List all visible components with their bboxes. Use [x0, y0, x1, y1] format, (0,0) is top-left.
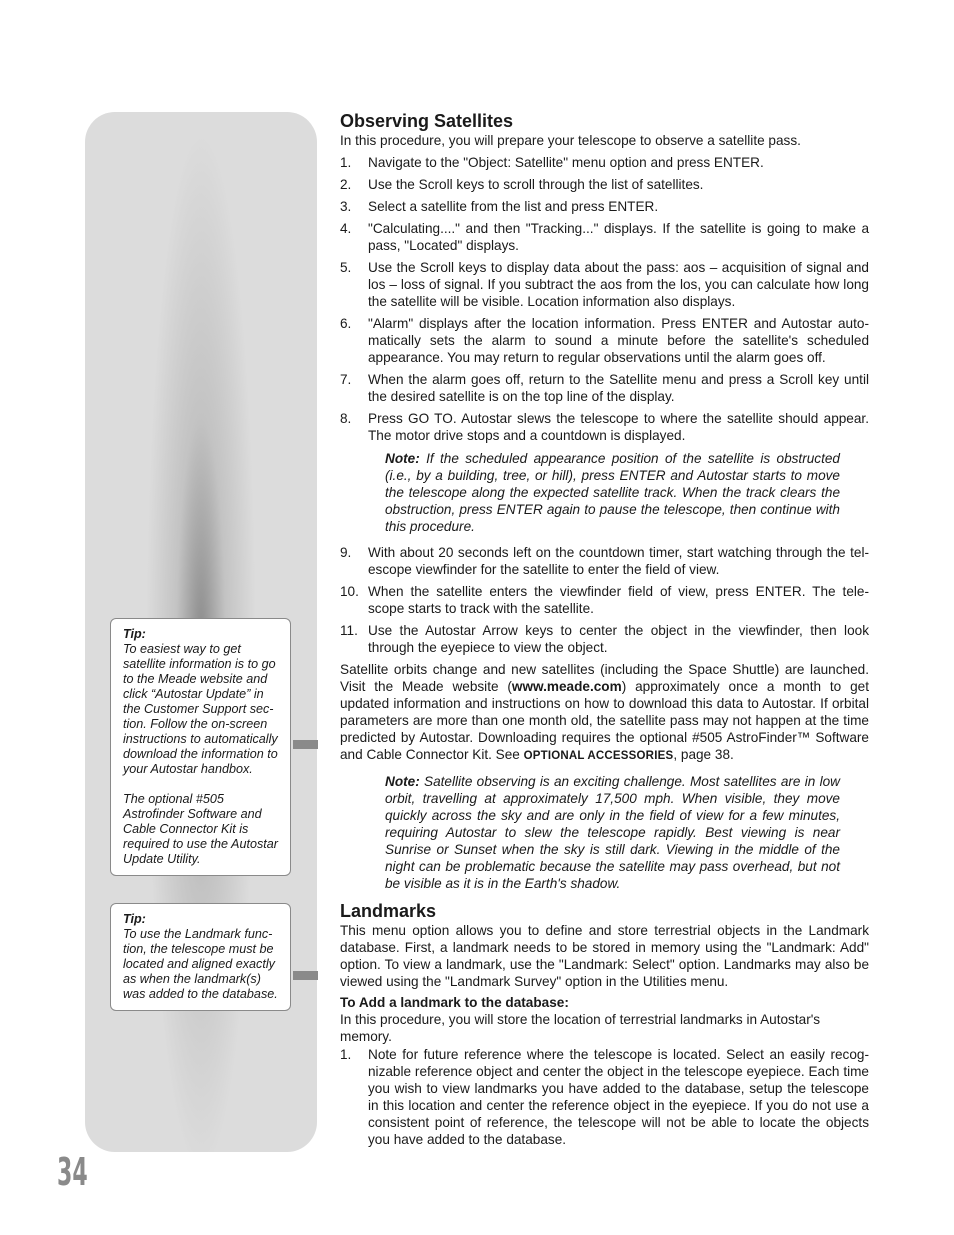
list-item: 3. Select a satellite from the list and press ENTER.: [340, 199, 659, 214]
tip-tab-marker: [293, 971, 318, 980]
tip-text: The optional #505 Astrofinder Software and Cable Connector Kit is required to use the Autostar Update Utility.: [123, 792, 278, 866]
optional-accessories-ref: OPTIONAL ACCESSORIES: [523, 750, 674, 762]
satellite-orbits-paragraph: Satellite orbits change and new satellites (including the Space Shuttle) are launched. Visit the Meade website (www.meade.com) approximately once a month to get updated information and instructions on how to download this data to Autostar. If orbital parameters are more than one month old, the satellite pass may not happen at the time predicted by Autostar. Downloading requires the optional #505 AstroFinder™ Software and Cable Connector Kit. See OPTIONAL ACCESSORIES, page 38.: [340, 662, 869, 762]
satellite-steps-continued: [340, 544, 869, 656]
list-item: 9. With about 20 seconds left on the countdown timer, start watching through the tel- escope viewfinder for the satellite to enter the field of view.: [340, 545, 869, 577]
section-heading-landmarks: Landmarks: [340, 901, 437, 921]
list-item: 1. Note for future reference where the telescope is located. Select an easily recog- nizable reference object and center the object in the telescope eyepiece. Each time you wish to view landmarks you have added to the database, setup the telescope in this location and center the reference object in the eyepiece. If you do not use a consistent point of reference, the telescope will not be able to locate the objects you have added to the database.: [340, 1047, 869, 1147]
satellites-intro: In this procedure, you will prepare your telescope to observe a satellite pass.: [340, 133, 801, 148]
tip-box-satellite: [110, 618, 291, 876]
satellite-steps: [340, 154, 869, 444]
list-item: 6. "Alarm" displays after the location information. Press ENTER and Autostar auto- matically sets the alarm to sound a minute before the satellite's scheduled appearance. You may return to regular observations until the alarm goes off.: [340, 316, 869, 365]
main-content: [340, 110, 869, 1148]
tip-box-landmark: [110, 903, 291, 1011]
landmarks-intro: This menu option allows you to define and store terrestrial objects in the Landmark database. First, a landmark needs to be stored in memory using the "Landmark: Add" option. To view a landmark, use the "Landmark: Select" option. Landmarks may also be viewed using the "Landmark Survey" option in the Utilities menu.: [340, 923, 869, 989]
note-obstructed: Note: If the scheduled appearance position of the satellite is obstructed (i.e., by a building, tree, or hill), press ENTER and Autostar starts to move the telescope along the expected satellite track. When the track clears the obstruction, press ENTER again to pause the telescope, then continue with this procedure.: [385, 451, 840, 534]
landmarks-subheading: To Add a landmark to the database:: [340, 995, 569, 1010]
landmarks-sub-intro: In this procedure, you will store the location of terrestrial landmarks in Autostar's memory.: [340, 1012, 821, 1044]
list-item: 4. "Calculating...." and then "Tracking..." displays. If the satellite is going to make a pass, "Located" displays.: [340, 221, 869, 253]
tip-title: Tip:: [123, 627, 146, 641]
list-item: 11. Use the Autostar Arrow keys to center the object in the viewfinder, then look through the eyepiece to view the object.: [340, 623, 869, 655]
list-item: 7. When the alarm goes off, return to the Satellite menu and press a Scroll key until the desired satellite is on the top line of the display.: [340, 372, 869, 404]
section-heading-satellites: Observing Satellites: [340, 111, 514, 131]
tip-title: Tip:: [123, 912, 146, 926]
meade-website-link: www.meade.com: [511, 679, 622, 694]
note-satellite-observing: Note: Satellite observing is an exciting challenge. Most satellites are in low orbit, travelling at approximately 17,500 mph. When visible, they move quickly across the sky and are only in the field of view for a few minutes, requiring Autostar to slew the telescope rapidly. Best viewing is near Sunrise or Sunset when the sky is still dark. Viewing in the middle of the night can be problematic because the satellite may pass overhead, but not be visible as it is in the Earth's shadow.: [385, 774, 840, 891]
landmark-steps: [340, 1046, 869, 1148]
list-item: 1. Navigate to the "Object: Satellite" menu option and press ENTER.: [340, 155, 764, 170]
list-item: 5. Use the Scroll keys to display data about the pass: aos – acquisition of signal and los – loss of signal. If you subtract the aos from the los, you can calculate how long the satellite will be visible. Location information also displays.: [340, 260, 869, 309]
tip-text: To use the Landmark func- tion, the telescope must be located and aligned exactly as when the landmark(s) was added to the database.: [123, 927, 278, 1001]
list-item: 2. Use the Scroll keys to scroll through the list of satellites.: [340, 177, 704, 192]
list-item: 8. Press GO TO. Autostar slews the telescope to where the satellite should appear. The motor drive stops and a countdown is displayed.: [340, 411, 869, 443]
tip-tab-marker: [293, 740, 318, 749]
page-number: 34: [57, 1150, 88, 1194]
list-item: 10. When the satellite enters the viewfinder field of view, press ENTER. The tele- scope starts to track with the satellite.: [340, 584, 869, 616]
tip-text: To easiest way to get satellite information is to go to the Meade website and click “Autostar Update” in the Customer Support sec- tion. Follow the on-screen instructions to automatically download the information to your Autostar handbox.: [123, 642, 278, 776]
